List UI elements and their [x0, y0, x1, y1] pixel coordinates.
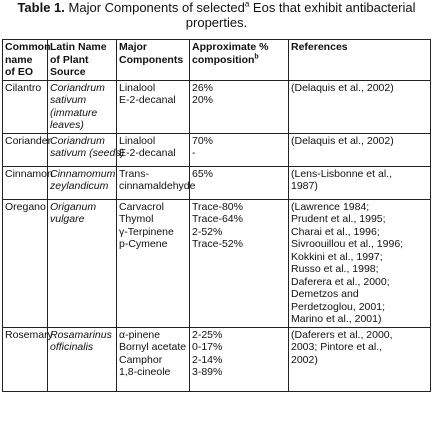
- reference-line: Marino et al., 2001): [291, 313, 382, 325]
- component-item: α-pinene: [119, 328, 161, 341]
- caption-text-before: Major Components of selected: [68, 0, 245, 15]
- latin-line: leaves): [50, 119, 84, 131]
- composition-value: Trace-80%: [192, 200, 243, 213]
- component-item: Camphor: [119, 353, 163, 366]
- component-item: Linalool: [119, 81, 156, 94]
- table-row: [3, 199, 431, 327]
- latin-line: zeylandicum: [50, 180, 109, 192]
- header-common-name: Common name of EO: [3, 40, 48, 81]
- latin-line: Cinnamomum: [50, 167, 116, 180]
- latin-line: (immature: [50, 106, 98, 119]
- cell-latin-name: [48, 327, 117, 391]
- cell-references: [289, 133, 431, 166]
- reference-line: Kokkini et al., 1997;: [291, 250, 383, 263]
- component-item: Carvacrol: [119, 200, 164, 213]
- composition-value: 20%: [192, 94, 214, 106]
- cell-components: [117, 133, 190, 166]
- component-item: E-2-decanal: [119, 94, 176, 106]
- cell-components: [117, 199, 190, 327]
- latin-line: officinalis: [50, 341, 94, 353]
- caption-superscript: a: [244, 0, 250, 9]
- latin-line: Origanum: [50, 200, 97, 213]
- cell-references: [289, 166, 431, 199]
- cell-references: [289, 199, 431, 327]
- latin-line: sativum: [50, 94, 87, 106]
- component-item: E-2-decanal: [119, 147, 176, 159]
- cell-components: [117, 80, 190, 133]
- latin-line: vulgare: [50, 213, 85, 225]
- reference-line: (Lawrence 1984;: [291, 200, 370, 213]
- latin-line: Rosamarinus: [50, 328, 112, 341]
- header-composition-text: Approximate % composition: [192, 41, 269, 66]
- cell-common-name: Oregano: [3, 199, 48, 327]
- table-row: [3, 166, 431, 199]
- cell-composition: [190, 80, 289, 133]
- cell-references: [289, 80, 431, 133]
- composition-value: Trace-64%: [192, 213, 243, 225]
- header-row: [3, 40, 431, 81]
- reference-line: Prudent et al., 1995;: [291, 213, 386, 225]
- composition-value: 2-14%: [192, 353, 223, 366]
- cell-references: [289, 327, 431, 391]
- reference-line: (Delaquis et al., 2002): [291, 134, 394, 147]
- cell-common-name: Rosemary: [3, 327, 48, 391]
- table-row: [3, 327, 431, 391]
- cell-components: [117, 166, 196, 199]
- header-composition: [190, 40, 289, 81]
- cell-composition: [190, 133, 289, 166]
- reference-line: Russo et al., 1998;: [291, 263, 379, 275]
- reference-line: Charai et al., 1996;: [291, 225, 380, 238]
- reference-line: 2002): [291, 353, 318, 366]
- component-item: Thymol: [119, 213, 154, 225]
- composition-value: 26%: [192, 81, 214, 94]
- table-row: [3, 133, 431, 166]
- component-item: Trans-: [119, 167, 149, 180]
- header-major-components: Major Components: [117, 40, 190, 81]
- reference-line: 2003; Pintore et al.,: [291, 341, 383, 353]
- cell-latin-name: [48, 80, 117, 133]
- cell-common-name: Cinnamon: [3, 166, 48, 199]
- reference-line: 1987): [291, 180, 318, 192]
- essential-oils-table: [2, 39, 431, 392]
- composition-value: 70%: [192, 134, 214, 147]
- reference-line: Sivroouillou et al., 1996;: [291, 238, 404, 250]
- reference-line: Demetzos and: [291, 288, 359, 300]
- reference-line: (Delaquis et al., 2002): [291, 81, 394, 94]
- composition-value: 65%: [192, 167, 214, 180]
- reference-line: Daferera et al., 2000;: [291, 275, 390, 288]
- table-label: Table 1.: [17, 0, 65, 15]
- caption-text-after: Eos that exhibit antibacterial properties.: [185, 0, 416, 30]
- cell-latin-name: [48, 166, 117, 199]
- component-item: 1,8-cineole: [119, 366, 171, 378]
- latin-line: Coriandrum: [50, 81, 105, 94]
- component-item: γ-Terpinene: [119, 225, 174, 238]
- composition-value: -: [192, 147, 196, 159]
- component-item: cinnamaldehyde: [119, 180, 196, 192]
- composition-value: 2-25%: [192, 328, 223, 341]
- component-item: Bornyl acetate: [119, 341, 187, 353]
- reference-line: Perdetzoglou, 2001;: [291, 300, 385, 313]
- cell-common-name: Cilantro: [3, 80, 48, 133]
- header-composition-sup: b: [254, 53, 259, 60]
- cell-latin-name: [48, 133, 125, 166]
- component-item: p-Cymene: [119, 238, 168, 250]
- cell-composition: [190, 327, 289, 391]
- composition-value: 0-17%: [192, 341, 223, 353]
- header-references: References: [289, 40, 431, 81]
- cell-composition: [190, 166, 289, 199]
- cell-latin-name: [48, 199, 117, 327]
- composition-value: 3-89%: [192, 366, 223, 378]
- latin-line: sativum (seeds): [50, 147, 125, 159]
- cell-common-name: Coriander: [3, 133, 48, 166]
- cell-composition: [190, 199, 289, 327]
- reference-line: (Lens-Lisbonne et al.,: [291, 167, 392, 180]
- table-row: [3, 80, 431, 133]
- header-latin-name: Latin Name of Plant Source: [48, 40, 117, 81]
- composition-value: Trace-52%: [192, 238, 243, 250]
- table-caption: [0, 0, 433, 30]
- latin-line: Coriandrum: [50, 134, 105, 147]
- reference-line: (Daferers et al., 2000,: [291, 328, 393, 341]
- component-item: Linalool: [119, 134, 156, 147]
- composition-value: 2-52%: [192, 225, 223, 238]
- cell-components: [117, 327, 190, 391]
